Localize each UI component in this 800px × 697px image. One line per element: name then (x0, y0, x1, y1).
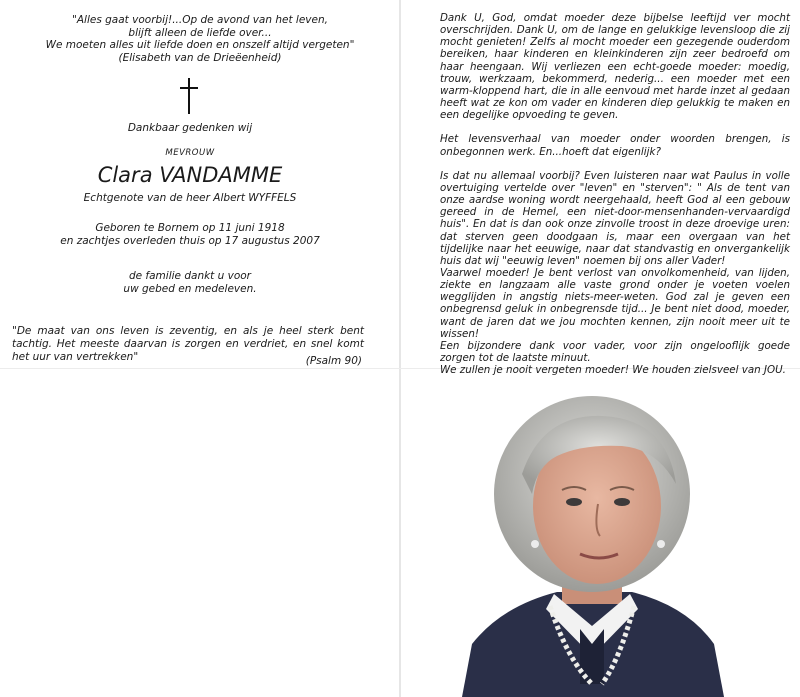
family-thanks (0, 270, 380, 296)
remembrance-intro: Dankbaar gedenken wij (127, 122, 253, 134)
motto-line: "Alles gaat voorbij!...Op de avond van het leven, (72, 14, 328, 26)
paragraph: Het levensverhaal van moeder onder woorden brengen, is onbegonnen werk. En...hoeft dat eigenlijk? (440, 133, 790, 158)
deceased-name: Clara VANDAMME (97, 163, 283, 187)
motto-attribution: (Elisabeth van de Drieëenheid) (118, 51, 282, 64)
tribute-text (440, 12, 790, 376)
birth-line: Geboren te Bornem op 11 juni 1918 (95, 222, 285, 234)
paragraph: Is dat nu allemaal voorbij? Even luisteren naar wat Paulus in volle overtuiging vertelde over "leven" en "sterven": " Als de tent van onze aardse woning wordt neergehaald, heeft God al een gebouw gereed in de Hemel, een niet-door-mensenhanden-vervaardigd huis". En dat is dan ook onze zinvolle troost in deze droevige uren: dat sterven geen doodgaan is, maar een overgaan van het tijdelijke naar het eeuwige, naar dat standvastig en onvergankelijk huis dat wij "eeuwig leven" noemen bij ons aller Vader! (440, 169, 790, 267)
paragraph: We zullen je nooit vergeten moeder! We houden zielsveel van JOU. (440, 364, 786, 377)
life-dates (0, 222, 380, 248)
paragraph: Een bijzondere dank voor vader, voor zijn ongelooflijk goede zorgen tot de laatste minuut. (440, 339, 790, 365)
paragraph: Dank U, God, omdat moeder deze bijbelse leeftijd ver mocht overschrijden. Dank U, om de lange en gelukkige levensloop die zij mocht genieten! Zelfs al mocht moeder een gezegende ouderdom bereiken, haar kinderen en kleinkinderen zijn zeer bedroefd om haar heengaan. Wij verliezen een echt-goede moeder: moedig, trouw, werkzaam, bekommerd, nederig... een moeder met een warm-kloppend hart, die in alle eenvoud met harde inzet al gedaan heeft wat ze kon om vader en kinderen diep gelukkig te maken en een degelijke opvoeding te geven. (440, 12, 790, 122)
paragraph: Vaarwel moeder! Je bent verlost van onvolkomenheid, van lijden, ziekte en langzaam alle vaste grond onder je voeten voelen wegglijden in angstig niets-meer-weten. God zal je geven een onbegrensd geluk in onbegrensde tijd... Je bent niet dood, moeder, want de jaren dat we jou mochten kennen, zijn nooit meer uit te wissen! (440, 266, 790, 340)
thanks-line: uw gebed en medeleven. (123, 283, 257, 295)
thanks-line: de familie dankt u voor (128, 270, 252, 282)
death-line: en zachtjes overleden thuis op 17 augustus 2007 (60, 235, 320, 247)
opening-motto (0, 14, 400, 64)
spouse-line: Echtgenote van de heer Albert WYFFELS (83, 192, 297, 204)
fold-line (399, 0, 401, 697)
portrait-photo (462, 394, 724, 697)
honorific: MEVROUW (165, 148, 215, 158)
cross-icon (178, 78, 200, 114)
motto-line: blijft alleen de liefde over... (128, 26, 272, 39)
psalm-quote: "De maat van ons leven is zeventig, en als je heel sterk bent tachtig. Het meeste daarvan is zorgen en verdriet, en snel komt het uur van vertrekken" (12, 325, 364, 363)
motto-line: We moeten alles uit liefde doen en onszelf altijd vergeten" (45, 39, 355, 52)
quote-source: (Psalm 90) (305, 355, 362, 367)
